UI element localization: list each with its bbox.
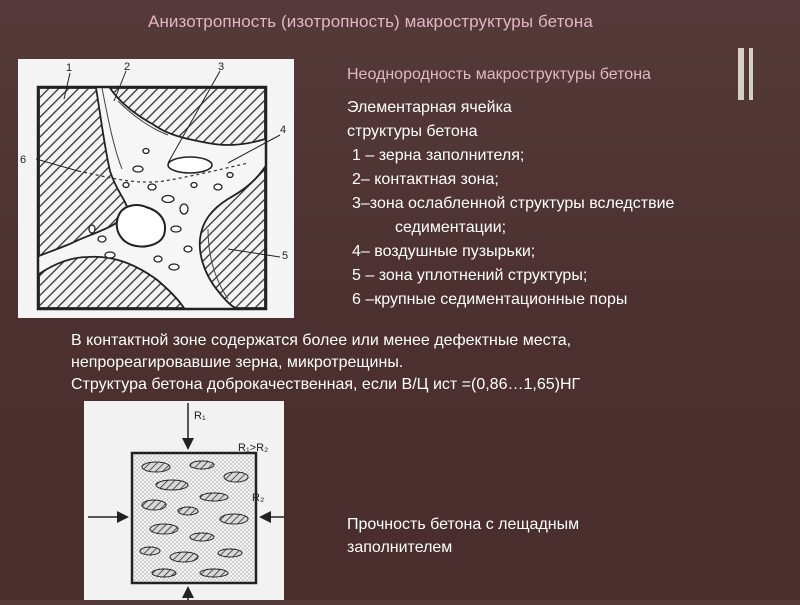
cell-legend — [347, 96, 787, 312]
fig1-label-4: 4 — [280, 124, 287, 136]
accent-bar-right — [749, 48, 753, 100]
fig1-label-6: 6 — [20, 154, 27, 166]
concrete-cell-svg — [18, 59, 294, 318]
accent-bar-left — [738, 48, 744, 100]
paragraph-line-1: В контактной зоне содержатся более или менее дефектные места, — [71, 332, 572, 349]
flaky-aggregate-diagram — [84, 401, 284, 600]
legend-item-6: 6 –крупные седиментационные поры — [352, 291, 628, 308]
fig1-label-1: 1 — [66, 62, 73, 74]
air-bubble-large — [168, 157, 212, 173]
legend-item-2: 2– контактная зона; — [352, 171, 499, 188]
fig2-label-relation: R₁>R₂ — [238, 442, 269, 454]
concrete-cell-diagram — [18, 59, 294, 318]
legend-heading-line2: структуры бетона — [347, 123, 478, 140]
fig2-label-r2: R₂ — [252, 492, 265, 504]
fig1-label-5: 5 — [282, 250, 289, 262]
contact-zone-paragraph — [71, 330, 791, 396]
legend-item-3: 3–зона ослабленной структуры вследствие — [352, 195, 675, 212]
legend-item-1: 1 – зерна заполнителя; — [352, 147, 525, 164]
caption-line-1: Прочность бетона с лещадным — [347, 516, 580, 533]
fig1-label-3: 3 — [218, 61, 225, 73]
paragraph-line-3: Структура бетона доброкачественная, если В/Ц ист =(0,86…1,65)НГ — [71, 376, 581, 393]
slide-title: Анизотропность (изотропность) макроструктуры бетона — [148, 12, 593, 31]
caption-line-2: заполнителем — [347, 539, 453, 556]
figure2-caption — [347, 513, 647, 559]
flaky-aggregate-svg — [84, 401, 284, 600]
legend-heading-line1: Элементарная ячейка — [347, 99, 512, 116]
legend-item-3-continued: седиментации; — [395, 219, 507, 236]
fig1-label-2: 2 — [124, 61, 131, 73]
fig2-label-r1: R₁ — [194, 410, 206, 422]
legend-item-4: 4– воздушные пузырьки; — [352, 243, 536, 260]
paragraph-line-2: непрореагировавшие зерна, микротрещины. — [71, 354, 404, 371]
legend-item-5: 5 – зона уплотнений структуры; — [352, 267, 588, 284]
slide-subtitle: Неоднородность макроструктуры бетона — [347, 66, 651, 83]
